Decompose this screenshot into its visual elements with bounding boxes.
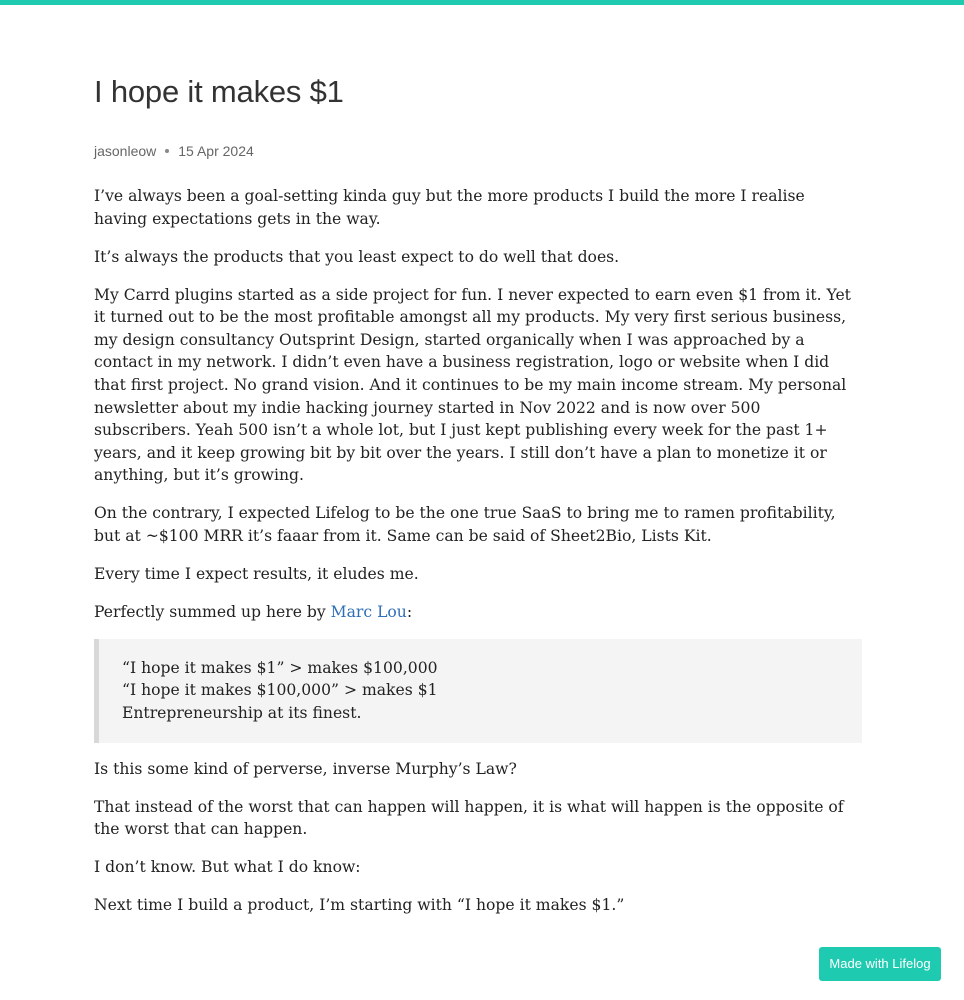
paragraph-text: : xyxy=(406,602,413,621)
paragraph-text: Perfectly summed up here by xyxy=(94,602,331,621)
post-article xyxy=(94,72,862,932)
paragraph: Is this some kind of perverse, inverse Murphy’s Law? xyxy=(94,759,517,778)
blockquote xyxy=(94,639,862,743)
quote-line: “I hope it makes $1” > makes $100,000 xyxy=(122,658,438,677)
paragraph xyxy=(94,601,862,624)
paragraph: I’ve always been a goal-setting kinda guy but the more products I build the more I realise having expectations gets in the way. xyxy=(94,187,805,228)
top-accent-bar xyxy=(0,0,964,5)
paragraph: I don’t know. But what I do know: xyxy=(94,858,361,877)
paragraph: On the contrary, I expected Lifelog to be the one true SaaS to bring me to ramen profitability, but at ~$100 MRR it’s faaar from it. Same can be said of Sheet2Bio, Lists Kit. xyxy=(94,504,836,545)
made-with-lifelog-button[interactable]: Made with Lifelog xyxy=(819,947,941,981)
paragraph: It’s always the products that you least expect to do well that does. xyxy=(94,247,620,266)
paragraph: That instead of the worst that can happen will happen, it is what will happen is the opposite of the worst that can happen. xyxy=(94,797,844,839)
paragraph: Every time I expect results, it eludes me. xyxy=(94,564,419,583)
paragraph: My Carrd plugins started as a side project for fun. I never expected to earn even $1 from it. Yet it turned out to be the most profitable amongst all my products. My very first serious business, my design consultancy Outsprint Design, started organically when I was approached by a contact in my network. I didn’t even have a business registration, logo or website when I did that first project. No grand vision. And it continues to be my main income stream. My personal newsletter about my indie hacking journey started in Nov 2022 and is now over 500 subscribers. Yeah 500 isn’t a whole lot, but I just kept publishing every week for the past 1+ years, and it keep growing bit by bit over the years. I still don’t have a plan to monetize it or anything, but it’s growing. xyxy=(94,285,851,485)
post-meta xyxy=(94,141,862,161)
post-body xyxy=(94,185,862,917)
quote-line: Entrepreneurship at its finest. xyxy=(122,704,362,723)
author-name[interactable]: jasonleow xyxy=(94,143,157,159)
marc-lou-link[interactable]: Marc Lou xyxy=(330,602,407,621)
post-date: 15 Apr 2024 xyxy=(178,143,254,159)
paragraph: Next time I build a product, I’m starting with “I hope it makes $1.” xyxy=(94,896,625,915)
page-title: I hope it makes $1 xyxy=(94,74,344,109)
quote-line: “I hope it makes $100,000” > makes $1 xyxy=(122,681,438,700)
meta-separator-dot xyxy=(165,149,169,153)
